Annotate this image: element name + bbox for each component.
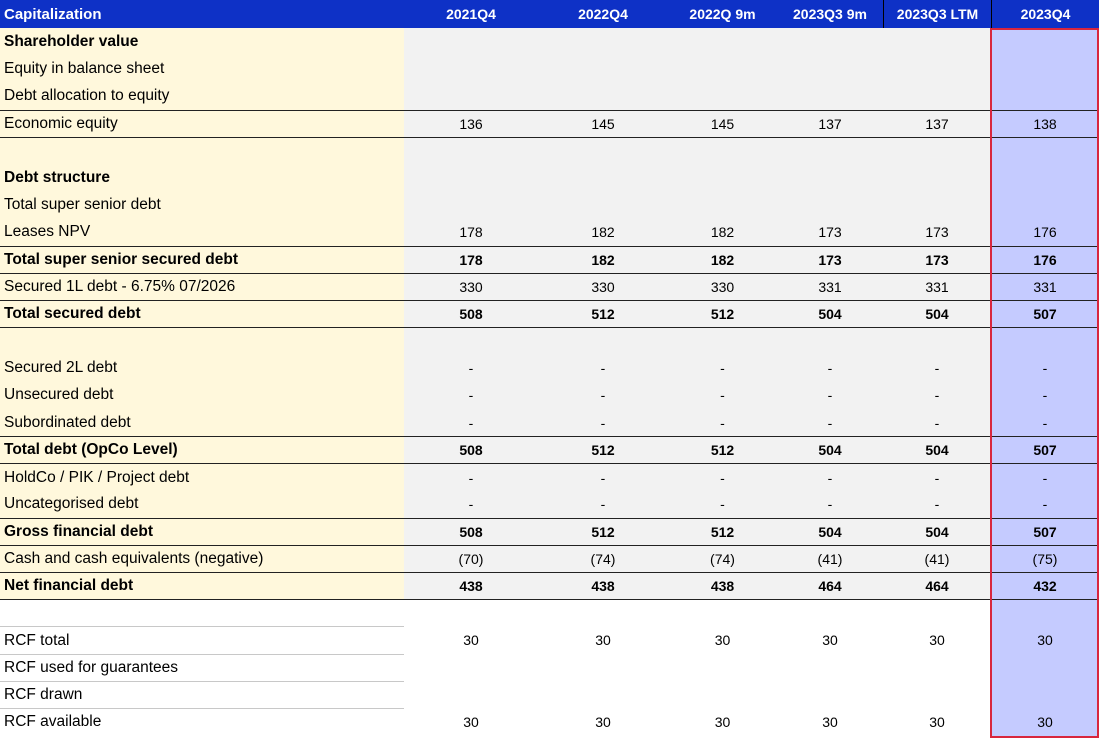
row-label[interactable]: Shareholder value [0,28,404,56]
data-cell[interactable]: 438 [538,572,668,600]
column-header[interactable]: 2022Q4 [578,6,628,22]
data-cell[interactable] [538,599,668,627]
header-row [0,0,1099,28]
data-cell[interactable]: - [668,490,777,518]
data-cell[interactable] [991,82,1099,110]
data-cell[interactable] [668,137,777,165]
data-cell[interactable]: - [991,382,1099,410]
data-cell[interactable]: 173 [883,246,991,274]
data-cell[interactable]: - [991,463,1099,491]
row-label[interactable]: Gross financial debt [0,518,404,546]
data-cell[interactable]: 512 [668,300,777,328]
data-cell[interactable]: 182 [668,218,777,246]
table-row [0,436,1099,464]
data-cell[interactable]: - [538,409,668,437]
data-cell[interactable]: 30 [777,708,883,736]
table-row [0,572,1099,600]
data-cell[interactable]: 173 [777,218,883,246]
data-cell[interactable] [777,654,883,682]
data-cell[interactable]: 438 [404,572,538,600]
data-cell[interactable]: 136 [404,110,538,138]
data-cell[interactable]: 464 [777,572,883,600]
row-label[interactable]: RCF used for guarantees [0,654,404,682]
data-cell[interactable]: 512 [668,436,777,464]
data-cell[interactable]: 504 [777,436,883,464]
data-cell[interactable] [668,191,777,219]
data-cell[interactable] [883,137,991,165]
table-row [0,218,1099,246]
column-header[interactable]: 2023Q3 LTM [883,0,991,28]
row-label[interactable]: Net financial debt [0,572,404,600]
data-cell[interactable] [404,164,538,192]
data-cell[interactable] [991,164,1099,192]
data-cell[interactable]: 504 [883,518,991,546]
row-label[interactable] [0,327,404,355]
table-row [0,545,1099,573]
row-label[interactable] [0,137,404,165]
row-label[interactable]: Debt allocation to equity [0,82,404,110]
data-cell[interactable]: 30 [404,708,538,736]
data-cell[interactable]: 331 [883,273,991,301]
table-row [0,626,1099,654]
data-cell[interactable] [538,55,668,83]
table-row [0,28,1099,56]
data-cell[interactable]: 30 [668,708,777,736]
row-label[interactable]: Unsecured debt [0,382,404,410]
data-cell[interactable] [404,654,538,682]
row-label[interactable]: RCF drawn [0,681,404,709]
data-cell[interactable] [991,654,1099,682]
data-cell[interactable]: - [538,490,668,518]
data-cell[interactable] [883,82,991,110]
data-cell[interactable]: - [538,382,668,410]
row-label[interactable]: HoldCo / PIK / Project debt [0,463,404,491]
table-row [0,681,1099,709]
row-label[interactable]: Leases NPV [0,218,404,246]
data-cell[interactable] [883,681,991,709]
column-header[interactable]: 2023Q4 [991,0,1099,28]
data-cell[interactable]: 30 [991,626,1099,654]
data-cell[interactable]: 504 [883,436,991,464]
data-cell[interactable]: - [777,354,883,382]
data-cell[interactable]: - [538,354,668,382]
data-cell[interactable]: 30 [883,708,991,736]
data-cell[interactable] [777,191,883,219]
data-cell[interactable]: 504 [777,300,883,328]
column-header[interactable]: 2023Q3 9m [793,6,867,22]
data-cell[interactable]: - [777,409,883,437]
data-cell[interactable]: (74) [668,545,777,573]
data-cell[interactable]: - [668,382,777,410]
column-header[interactable]: 2021Q4 [446,6,496,22]
data-cell[interactable]: 178 [404,218,538,246]
data-cell[interactable] [991,55,1099,83]
data-cell[interactable] [991,137,1099,165]
data-cell[interactable]: - [538,463,668,491]
data-cell[interactable]: 30 [991,708,1099,736]
data-cell[interactable]: - [883,490,991,518]
data-cell[interactable] [883,654,991,682]
row-label[interactable]: Total secured debt [0,300,404,328]
data-cell[interactable] [538,28,668,56]
table-row [0,599,1099,627]
table-row [0,354,1099,382]
data-cell[interactable]: 176 [991,218,1099,246]
data-cell[interactable] [668,28,777,56]
data-cell[interactable]: 504 [883,300,991,328]
data-cell[interactable]: (74) [538,545,668,573]
row-label[interactable]: Total super senior secured debt [0,246,404,274]
data-cell[interactable]: 512 [538,518,668,546]
data-cell[interactable]: 138 [991,110,1099,138]
data-cell[interactable]: - [668,463,777,491]
table-row [0,246,1099,274]
table-row [0,409,1099,437]
data-cell[interactable]: 182 [538,246,668,274]
data-cell[interactable]: (41) [883,545,991,573]
data-cell[interactable] [777,55,883,83]
data-cell[interactable] [668,82,777,110]
data-cell[interactable] [883,55,991,83]
data-cell[interactable]: 30 [538,708,668,736]
data-cell[interactable] [777,28,883,56]
data-cell[interactable]: 178 [404,246,538,274]
data-cell[interactable] [991,599,1099,627]
data-cell[interactable]: - [991,490,1099,518]
data-cell[interactable] [538,327,668,355]
data-cell[interactable] [777,164,883,192]
data-cell[interactable] [404,137,538,165]
data-cell[interactable]: 507 [991,518,1099,546]
data-cell[interactable]: - [404,409,538,437]
table-row [0,300,1099,328]
data-cell[interactable]: 30 [883,626,991,654]
row-label[interactable]: Cash and cash equivalents (negative) [0,545,404,573]
data-cell[interactable] [538,191,668,219]
data-cell[interactable]: 182 [668,246,777,274]
data-cell[interactable] [404,28,538,56]
data-cell[interactable]: - [991,409,1099,437]
data-cell[interactable] [777,137,883,165]
data-cell[interactable] [883,599,991,627]
row-label[interactable]: Debt structure [0,164,404,192]
row-label[interactable]: Total super senior debt [0,191,404,219]
row-label[interactable]: Secured 2L debt [0,354,404,382]
table-row [0,82,1099,110]
data-cell[interactable]: 331 [777,273,883,301]
data-cell[interactable]: - [991,354,1099,382]
data-cell[interactable] [668,599,777,627]
data-cell[interactable] [404,327,538,355]
data-cell[interactable] [538,137,668,165]
data-cell[interactable]: 145 [538,110,668,138]
data-cell[interactable]: 507 [991,436,1099,464]
data-cell[interactable] [883,164,991,192]
table-row [0,137,1099,165]
data-cell[interactable]: 512 [538,300,668,328]
data-cell[interactable] [883,327,991,355]
row-label[interactable]: Subordinated debt [0,409,404,437]
data-cell[interactable]: - [777,382,883,410]
data-cell[interactable] [777,599,883,627]
data-cell[interactable]: 512 [538,436,668,464]
data-cell[interactable] [538,164,668,192]
data-cell[interactable] [883,28,991,56]
data-cell[interactable]: - [404,382,538,410]
table-row [0,164,1099,192]
data-cell[interactable] [538,681,668,709]
data-cell[interactable] [668,681,777,709]
data-cell[interactable]: - [883,354,991,382]
data-cell[interactable]: 507 [991,300,1099,328]
data-cell[interactable]: 438 [668,572,777,600]
data-cell[interactable] [404,681,538,709]
data-cell[interactable] [404,82,538,110]
row-label[interactable]: Uncategorised debt [0,490,404,518]
data-cell[interactable] [991,327,1099,355]
data-cell[interactable] [538,654,668,682]
data-cell[interactable]: 330 [404,273,538,301]
data-cell[interactable]: 512 [668,518,777,546]
data-cell[interactable]: 30 [777,626,883,654]
data-cell[interactable] [668,164,777,192]
data-cell[interactable]: - [777,490,883,518]
data-cell[interactable]: 330 [538,273,668,301]
column-header[interactable]: 2022Q 9m [689,6,756,22]
data-cell[interactable]: 137 [777,110,883,138]
data-cell[interactable]: 508 [404,436,538,464]
data-cell[interactable]: 145 [668,110,777,138]
data-cell[interactable]: 173 [777,246,883,274]
data-cell[interactable] [404,191,538,219]
row-label[interactable]: Secured 1L debt - 6.75% 07/2026 [0,273,404,301]
data-cell[interactable]: - [404,354,538,382]
data-cell[interactable] [668,327,777,355]
table-row [0,518,1099,546]
row-label[interactable] [0,599,404,627]
row-label[interactable]: Equity in balance sheet [0,55,404,83]
data-cell[interactable] [991,191,1099,219]
data-cell[interactable] [777,327,883,355]
table-row [0,327,1099,355]
data-cell[interactable] [777,82,883,110]
data-cell[interactable]: - [883,382,991,410]
table-row [0,708,1099,736]
data-cell[interactable] [883,191,991,219]
data-cell[interactable]: - [404,490,538,518]
data-cell[interactable] [404,55,538,83]
data-cell[interactable]: - [404,463,538,491]
data-cell[interactable] [668,55,777,83]
row-label[interactable]: Total debt (OpCo Level) [0,436,404,464]
data-cell[interactable]: 331 [991,273,1099,301]
data-cell[interactable]: 330 [668,273,777,301]
data-cell[interactable] [404,599,538,627]
data-cell[interactable]: (70) [404,545,538,573]
table-row [0,490,1099,518]
table-row [0,382,1099,410]
data-cell[interactable]: 464 [883,572,991,600]
data-cell[interactable]: 182 [538,218,668,246]
data-cell[interactable]: - [668,409,777,437]
data-cell[interactable]: (75) [991,545,1099,573]
table-row [0,654,1099,682]
data-cell[interactable]: 508 [404,518,538,546]
data-cell[interactable]: 173 [883,218,991,246]
data-cell[interactable]: 176 [991,246,1099,274]
table-row [0,55,1099,83]
data-cell[interactable] [668,654,777,682]
data-cell[interactable] [777,681,883,709]
data-cell[interactable] [991,681,1099,709]
table-row [0,273,1099,301]
data-cell[interactable]: 432 [991,572,1099,600]
data-cell[interactable]: (41) [777,545,883,573]
data-cell[interactable]: 30 [538,626,668,654]
row-label[interactable]: Economic equity [0,110,404,138]
row-label[interactable]: RCF total [0,626,404,654]
data-cell[interactable] [538,82,668,110]
data-cell[interactable]: 30 [404,626,538,654]
data-cell[interactable] [991,28,1099,56]
data-cell[interactable]: 504 [777,518,883,546]
data-cell[interactable]: - [883,409,991,437]
row-label[interactable]: RCF available [0,708,404,736]
table-row [0,110,1099,138]
data-cell[interactable]: 137 [883,110,991,138]
data-cell[interactable]: - [668,354,777,382]
data-cell[interactable]: 30 [668,626,777,654]
header-title[interactable]: Capitalization [4,5,102,23]
table-row [0,463,1099,491]
table-row [0,191,1099,219]
data-cell[interactable]: 508 [404,300,538,328]
data-cell[interactable]: - [777,463,883,491]
data-cell[interactable]: - [883,463,991,491]
